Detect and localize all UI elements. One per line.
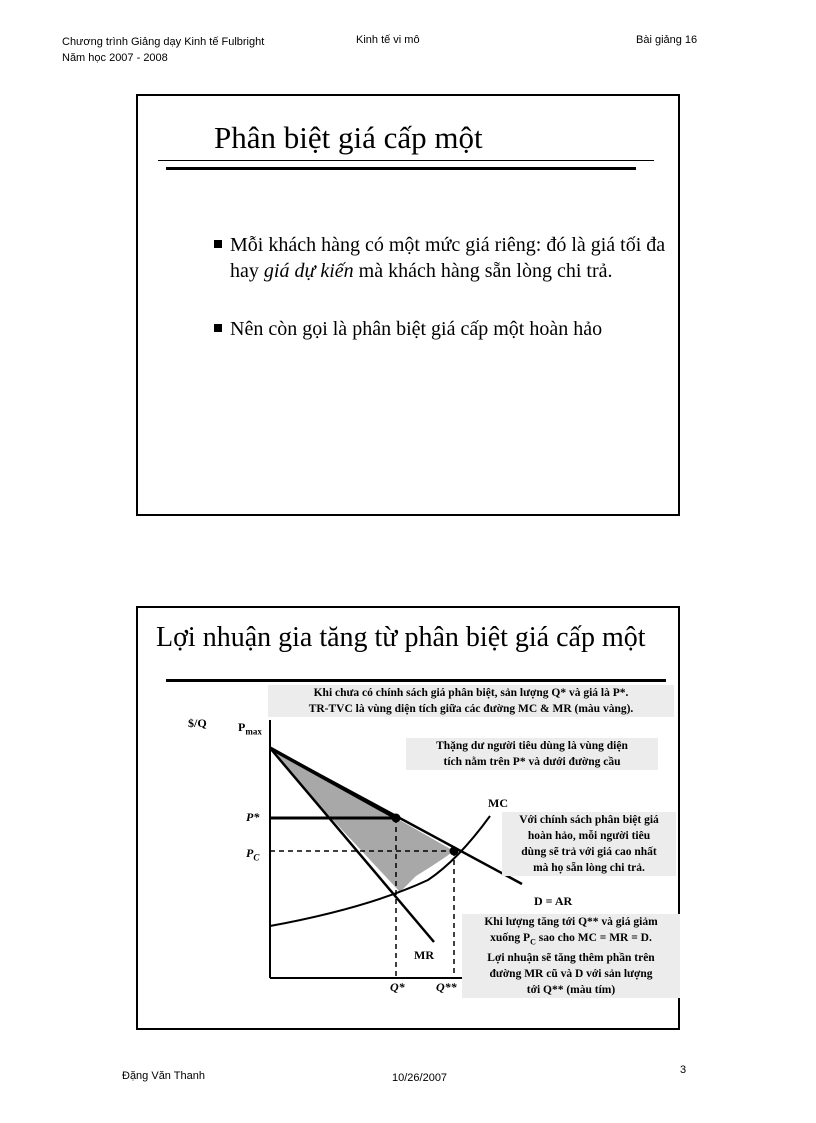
note-bottom-line-2a: xuống P [490, 932, 531, 944]
pc-sub: C [253, 852, 260, 863]
program-name: Chương trình Giảng dạy Kinh tế Fulbright [62, 36, 265, 48]
note-bottom-line-3: Lợi nhuận sẽ tăng thêm phần trên [487, 952, 655, 965]
y-axis-label: $/Q [188, 716, 207, 730]
footer-date: 10/26/2007 [392, 1072, 448, 1084]
demand-label: D = AR [534, 894, 573, 908]
bullet-1-italic: giá dự kiến [263, 260, 354, 282]
note-consumer-surplus [406, 738, 658, 770]
page-number: 3 [680, 1064, 687, 1076]
note-surplus-line-1: Thặng dư người tiêu dùng là vùng diện [436, 740, 628, 752]
note-right-line-2: hoàn hảo, mỗi người tiêu [527, 830, 651, 842]
qstar-label: Q* [390, 980, 405, 994]
note-perfect-discrimination [502, 812, 676, 876]
pmax-main: P [238, 720, 246, 734]
mc-label: MC [488, 796, 508, 810]
bullet-1-text-b: mà khách hàng sẵn lòng chi trả. [353, 260, 613, 282]
pmax-label [238, 720, 262, 736]
note-surplus-line-2: tích nằm trên P* và dưới đường cầu [443, 756, 621, 768]
bullet-1 [230, 232, 670, 284]
slide-1-title: Phân biệt giá cấp một [214, 120, 483, 155]
note-bottom-line-1: Khi lượng tăng tới Q** và giá giảm [484, 916, 658, 928]
title-rule-thin [158, 160, 654, 161]
note-right-line-3: dùng sẽ trả với giá cao nhất [521, 846, 657, 858]
note-bottom-line-2b: sao cho MC = MR = D. [535, 932, 652, 944]
note-top-line-1: Khi chưa có chính sách giá phân biệt, sản lượng Q* và giá là P*. [313, 687, 629, 699]
pstar-point [392, 814, 401, 823]
bullet-square-icon [214, 324, 222, 332]
bullet-1-text-a: Mỗi khách hàng có một mức giá riêng: đó là giá tối đa hay [230, 234, 666, 282]
note-no-discrimination [268, 685, 674, 717]
author-name: Đặng Văn Thanh [122, 1070, 205, 1082]
note-right-line-4: mà họ sẵn lòng chi trả. [533, 862, 645, 874]
note-increased-output [462, 914, 680, 998]
pc-point [450, 847, 459, 856]
academic-year: Năm học 2007 - 2008 [62, 52, 168, 64]
slide-1 [136, 94, 680, 516]
qstarstar-label: Q** [436, 980, 457, 994]
pstar-label: P* [246, 810, 260, 824]
note-bottom-line-2-sub: C [530, 937, 536, 947]
note-bottom-line-5: tới Q** (màu tím) [526, 984, 616, 997]
bullet-2 [230, 316, 670, 342]
slide-2-title: Lợi nhuận gia tăng từ phân biệt giá cấp một [156, 622, 646, 653]
note-top-line-2: TR-TVC là vùng diện tích giữa các đường MC & MR (màu vàng). [308, 703, 634, 715]
course-name: Kinh tế vi mô [356, 34, 420, 46]
note-right-line-1: Với chính sách phân biệt giá [519, 814, 659, 826]
pmax-sub: max [245, 726, 262, 737]
bullet-square-icon [214, 240, 222, 248]
note-bottom-line-2 [462, 930, 680, 950]
title-rule-thick [166, 167, 636, 170]
mr-label: MR [414, 948, 434, 962]
slide-2 [136, 606, 680, 1030]
pc-main: P [246, 846, 254, 860]
lecture-number: Bài giảng 16 [636, 34, 698, 46]
bullet-2-text: Nên còn gọi là phân biệt giá cấp một hoàn hảo [230, 318, 603, 340]
note-bottom-line-4: đường MR cũ và D với sản lượng [489, 968, 653, 981]
pc-label [246, 846, 259, 862]
